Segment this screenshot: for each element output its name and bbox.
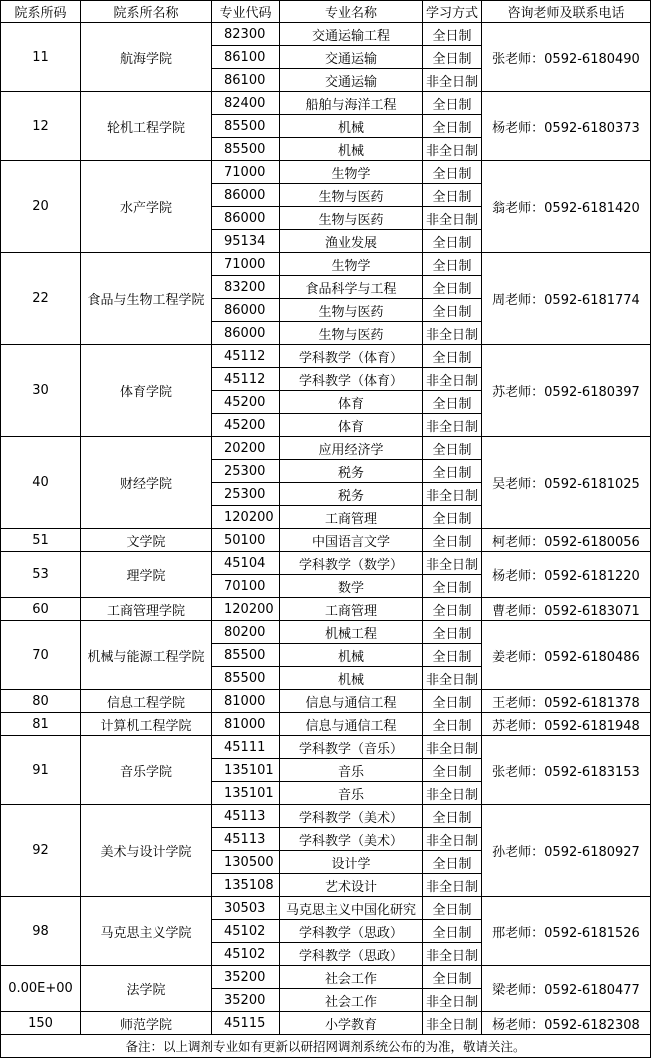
study-mode-cell: 全日制 xyxy=(423,460,482,483)
table-row xyxy=(1,161,651,184)
major-code-cell: 81000 xyxy=(212,713,280,736)
major-name-cell: 机械 xyxy=(280,644,423,667)
major-code-cell: 86000 xyxy=(212,299,280,322)
major-name-cell: 工商管理 xyxy=(280,506,423,529)
table-row xyxy=(1,713,651,736)
study-mode-cell: 全日制 xyxy=(423,345,482,368)
major-code-cell: 86000 xyxy=(212,207,280,230)
dept-code-cell: 12 xyxy=(1,92,81,161)
note-row xyxy=(1,1035,651,1058)
study-mode-cell: 非全日制 xyxy=(423,1012,482,1035)
major-code-cell: 130500 xyxy=(212,851,280,874)
contact-cell: 邢老师：0592-6181526 xyxy=(482,897,651,966)
major-name-cell: 机械 xyxy=(280,667,423,690)
major-name-cell: 中国语言文学 xyxy=(280,529,423,552)
study-mode-cell: 全日制 xyxy=(423,115,482,138)
contact-cell: 张老师：0592-6180490 xyxy=(482,23,651,92)
header-major-name: 专业名称 xyxy=(280,1,423,23)
table-row xyxy=(1,621,651,644)
major-code-cell: 120200 xyxy=(212,598,280,621)
major-name-cell: 生物与医药 xyxy=(280,207,423,230)
major-code-cell: 45113 xyxy=(212,828,280,851)
table-row xyxy=(1,23,651,46)
contact-cell: 杨老师：0592-6180373 xyxy=(482,92,651,161)
dept-name-cell: 食品与生物工程学院 xyxy=(81,253,212,345)
major-code-cell: 85500 xyxy=(212,667,280,690)
major-name-cell: 税务 xyxy=(280,483,423,506)
contact-cell: 孙老师：0592-6180927 xyxy=(482,805,651,897)
major-name-cell: 交通运输工程 xyxy=(280,23,423,46)
study-mode-cell: 全日制 xyxy=(423,920,482,943)
dept-code-cell: 22 xyxy=(1,253,81,345)
major-name-cell: 学科教学（数学） xyxy=(280,552,423,575)
major-code-cell: 35200 xyxy=(212,966,280,989)
major-name-cell: 税务 xyxy=(280,460,423,483)
major-code-cell: 35200 xyxy=(212,989,280,1012)
dept-code-cell: 92 xyxy=(1,805,81,897)
major-name-cell: 学科教学（美术） xyxy=(280,805,423,828)
study-mode-cell: 全日制 xyxy=(423,759,482,782)
table-row xyxy=(1,966,651,989)
major-code-cell: 120200 xyxy=(212,506,280,529)
major-code-cell: 45115 xyxy=(212,1012,280,1035)
major-code-cell: 95134 xyxy=(212,230,280,253)
major-code-cell: 80200 xyxy=(212,621,280,644)
major-code-cell: 85500 xyxy=(212,644,280,667)
major-name-cell: 应用经济学 xyxy=(280,437,423,460)
study-mode-cell: 全日制 xyxy=(423,713,482,736)
dept-code-cell: 91 xyxy=(1,736,81,805)
study-mode-cell: 全日制 xyxy=(423,299,482,322)
major-code-cell: 71000 xyxy=(212,253,280,276)
contact-cell: 苏老师：0592-6181948 xyxy=(482,713,651,736)
contact-cell: 曹老师：0592-6183071 xyxy=(482,598,651,621)
study-mode-cell: 全日制 xyxy=(423,966,482,989)
study-mode-cell: 全日制 xyxy=(423,161,482,184)
major-name-cell: 体育 xyxy=(280,391,423,414)
table-row xyxy=(1,529,651,552)
major-code-cell: 81000 xyxy=(212,690,280,713)
dept-name-cell: 财经学院 xyxy=(81,437,212,529)
study-mode-cell: 非全日制 xyxy=(423,414,482,437)
dept-code-cell: 40 xyxy=(1,437,81,529)
major-code-cell: 45200 xyxy=(212,414,280,437)
major-code-cell: 45112 xyxy=(212,345,280,368)
footnote: 备注：以上调剂专业如有更新以研招网调剂系统公布的为准，敬请关注。 xyxy=(1,1035,651,1058)
major-code-cell: 135108 xyxy=(212,874,280,897)
major-name-cell: 小学教育 xyxy=(280,1012,423,1035)
major-code-cell: 20200 xyxy=(212,437,280,460)
dept-code-cell: 60 xyxy=(1,598,81,621)
major-name-cell: 学科教学（体育） xyxy=(280,368,423,391)
dept-code-cell: 70 xyxy=(1,621,81,690)
dept-name-cell: 理学院 xyxy=(81,552,212,598)
table-row xyxy=(1,437,651,460)
dept-code-cell: 51 xyxy=(1,529,81,552)
study-mode-cell: 全日制 xyxy=(423,851,482,874)
study-mode-cell: 非全日制 xyxy=(423,828,482,851)
dept-name-cell: 航海学院 xyxy=(81,23,212,92)
study-mode-cell: 非全日制 xyxy=(423,943,482,966)
major-name-cell: 设计学 xyxy=(280,851,423,874)
major-code-cell: 86100 xyxy=(212,46,280,69)
major-name-cell: 音乐 xyxy=(280,759,423,782)
dept-name-cell: 计算机工程学院 xyxy=(81,713,212,736)
dept-name-cell: 音乐学院 xyxy=(81,736,212,805)
major-code-cell: 50100 xyxy=(212,529,280,552)
major-code-cell: 30503 xyxy=(212,897,280,920)
dept-code-cell: 98 xyxy=(1,897,81,966)
dept-name-cell: 轮机工程学院 xyxy=(81,92,212,161)
contact-cell: 王老师：0592-6181378 xyxy=(482,690,651,713)
dept-code-cell: 20 xyxy=(1,161,81,253)
study-mode-cell: 非全日制 xyxy=(423,989,482,1012)
study-mode-cell: 全日制 xyxy=(423,690,482,713)
major-name-cell: 生物与医药 xyxy=(280,299,423,322)
table-row xyxy=(1,598,651,621)
major-code-cell: 85500 xyxy=(212,115,280,138)
major-name-cell: 体育 xyxy=(280,414,423,437)
major-name-cell: 学科教学（音乐） xyxy=(280,736,423,759)
contact-cell: 柯老师：0592-6180056 xyxy=(482,529,651,552)
study-mode-cell: 非全日制 xyxy=(423,138,482,161)
dept-name-cell: 马克思主义学院 xyxy=(81,897,212,966)
study-mode-cell: 非全日制 xyxy=(423,322,482,345)
major-name-cell: 艺术设计 xyxy=(280,874,423,897)
study-mode-cell: 全日制 xyxy=(423,46,482,69)
contact-cell: 吴老师：0592-6181025 xyxy=(482,437,651,529)
contact-cell: 周老师：0592-6181774 xyxy=(482,253,651,345)
study-mode-cell: 全日制 xyxy=(423,598,482,621)
study-mode-cell: 全日制 xyxy=(423,184,482,207)
study-mode-cell: 非全日制 xyxy=(423,207,482,230)
header-major-code: 专业代码 xyxy=(212,1,280,23)
study-mode-cell: 全日制 xyxy=(423,253,482,276)
major-name-cell: 机械 xyxy=(280,138,423,161)
study-mode-cell: 非全日制 xyxy=(423,368,482,391)
contact-cell: 杨老师：0592-6181220 xyxy=(482,552,651,598)
dept-name-cell: 机械与能源工程学院 xyxy=(81,621,212,690)
contact-cell: 姜老师：0592-6180486 xyxy=(482,621,651,690)
major-name-cell: 马克思主义中国化研究 xyxy=(280,897,423,920)
major-name-cell: 学科教学（思政） xyxy=(280,943,423,966)
dept-code-cell: 0.00E+00 xyxy=(1,966,81,1012)
dept-name-cell: 法学院 xyxy=(81,966,212,1012)
dept-code-cell: 81 xyxy=(1,713,81,736)
study-mode-cell: 非全日制 xyxy=(423,667,482,690)
major-code-cell: 25300 xyxy=(212,460,280,483)
table-row xyxy=(1,345,651,368)
table-row xyxy=(1,92,651,115)
table-row xyxy=(1,253,651,276)
major-name-cell: 信息与通信工程 xyxy=(280,690,423,713)
header-row xyxy=(1,1,651,23)
study-mode-cell: 全日制 xyxy=(423,805,482,828)
major-code-cell: 83200 xyxy=(212,276,280,299)
major-code-cell: 45104 xyxy=(212,552,280,575)
study-mode-cell: 全日制 xyxy=(423,575,482,598)
contact-cell: 梁老师：0592-6180477 xyxy=(482,966,651,1012)
major-name-cell: 船舶与海洋工程 xyxy=(280,92,423,115)
study-mode-cell: 全日制 xyxy=(423,529,482,552)
contact-cell: 苏老师：0592-6180397 xyxy=(482,345,651,437)
header-dept-code: 院系所码 xyxy=(1,1,81,23)
table-row xyxy=(1,1012,651,1035)
dept-name-cell: 工商管理学院 xyxy=(81,598,212,621)
dept-name-cell: 水产学院 xyxy=(81,161,212,253)
major-code-cell: 70100 xyxy=(212,575,280,598)
header-contact: 咨询老师及联系电话 xyxy=(482,1,651,23)
major-code-cell: 45111 xyxy=(212,736,280,759)
dept-code-cell: 53 xyxy=(1,552,81,598)
major-name-cell: 信息与通信工程 xyxy=(280,713,423,736)
major-name-cell: 学科教学（体育） xyxy=(280,345,423,368)
major-code-cell: 135101 xyxy=(212,782,280,805)
major-code-cell: 45200 xyxy=(212,391,280,414)
major-code-cell: 71000 xyxy=(212,161,280,184)
major-name-cell: 机械工程 xyxy=(280,621,423,644)
dept-name-cell: 信息工程学院 xyxy=(81,690,212,713)
table-row xyxy=(1,552,651,575)
header-study-mode: 学习方式 xyxy=(423,1,482,23)
study-mode-cell: 全日制 xyxy=(423,391,482,414)
major-code-cell: 45102 xyxy=(212,943,280,966)
contact-cell: 张老师：0592-6183153 xyxy=(482,736,651,805)
major-code-cell: 86000 xyxy=(212,322,280,345)
dept-name-cell: 体育学院 xyxy=(81,345,212,437)
dept-code-cell: 30 xyxy=(1,345,81,437)
major-name-cell: 交通运输 xyxy=(280,46,423,69)
major-code-cell: 45113 xyxy=(212,805,280,828)
major-code-cell: 45112 xyxy=(212,368,280,391)
study-mode-cell: 全日制 xyxy=(423,644,482,667)
table-row xyxy=(1,805,651,828)
major-name-cell: 生物学 xyxy=(280,161,423,184)
major-name-cell: 工商管理 xyxy=(280,598,423,621)
major-code-cell: 25300 xyxy=(212,483,280,506)
major-code-cell: 82300 xyxy=(212,23,280,46)
major-name-cell: 音乐 xyxy=(280,782,423,805)
major-name-cell: 学科教学（美术） xyxy=(280,828,423,851)
contact-cell: 杨老师：0592-6182308 xyxy=(482,1012,651,1035)
major-name-cell: 学科教学（思政） xyxy=(280,920,423,943)
major-code-cell: 85500 xyxy=(212,138,280,161)
study-mode-cell: 全日制 xyxy=(423,621,482,644)
major-name-cell: 生物学 xyxy=(280,253,423,276)
major-name-cell: 交通运输 xyxy=(280,69,423,92)
study-mode-cell: 全日制 xyxy=(423,276,482,299)
study-mode-cell: 全日制 xyxy=(423,23,482,46)
study-mode-cell: 全日制 xyxy=(423,437,482,460)
table-row xyxy=(1,690,651,713)
dept-code-cell: 150 xyxy=(1,1012,81,1035)
study-mode-cell: 非全日制 xyxy=(423,736,482,759)
major-name-cell: 社会工作 xyxy=(280,989,423,1012)
major-name-cell: 数学 xyxy=(280,575,423,598)
major-name-cell: 机械 xyxy=(280,115,423,138)
major-name-cell: 渔业发展 xyxy=(280,230,423,253)
contact-cell: 翁老师：0592-6181420 xyxy=(482,161,651,253)
study-mode-cell: 非全日制 xyxy=(423,483,482,506)
dept-name-cell: 美术与设计学院 xyxy=(81,805,212,897)
study-mode-cell: 非全日制 xyxy=(423,874,482,897)
study-mode-cell: 全日制 xyxy=(423,230,482,253)
table-row xyxy=(1,736,651,759)
major-code-cell: 135101 xyxy=(212,759,280,782)
dept-name-cell: 文学院 xyxy=(81,529,212,552)
table-body xyxy=(1,23,651,1035)
major-name-cell: 社会工作 xyxy=(280,966,423,989)
major-code-cell: 82400 xyxy=(212,92,280,115)
major-name-cell: 食品科学与工程 xyxy=(280,276,423,299)
major-name-cell: 生物与医药 xyxy=(280,184,423,207)
header-dept-name: 院系所名称 xyxy=(81,1,212,23)
study-mode-cell: 非全日制 xyxy=(423,69,482,92)
dept-code-cell: 80 xyxy=(1,690,81,713)
dept-code-cell: 11 xyxy=(1,23,81,92)
major-code-cell: 45102 xyxy=(212,920,280,943)
study-mode-cell: 非全日制 xyxy=(423,552,482,575)
dept-name-cell: 师范学院 xyxy=(81,1012,212,1035)
study-mode-cell: 全日制 xyxy=(423,506,482,529)
study-mode-cell: 非全日制 xyxy=(423,782,482,805)
major-code-cell: 86100 xyxy=(212,69,280,92)
major-name-cell: 生物与医药 xyxy=(280,322,423,345)
table-row xyxy=(1,897,651,920)
study-mode-cell: 全日制 xyxy=(423,92,482,115)
study-mode-cell: 全日制 xyxy=(423,897,482,920)
major-code-cell: 86000 xyxy=(212,184,280,207)
